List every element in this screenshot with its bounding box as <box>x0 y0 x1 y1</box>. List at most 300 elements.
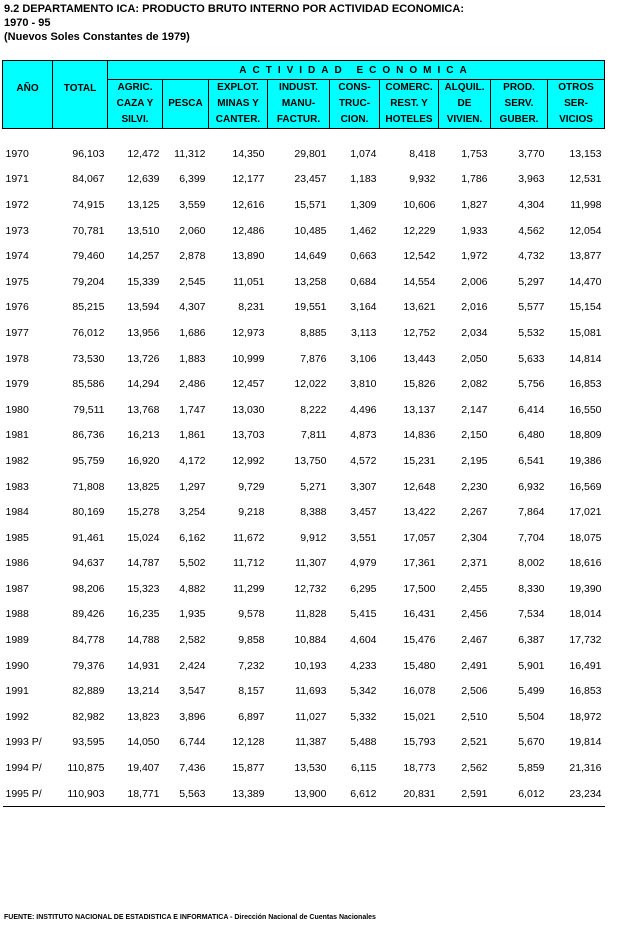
year-cell: 1981 <box>5 429 29 442</box>
value-cell: 4,304 <box>518 198 545 211</box>
value-cell: 71,808 <box>72 480 105 493</box>
value-cell: 4,732 <box>518 250 545 263</box>
value-cell: 0,663 <box>350 250 377 263</box>
value-cell: 11,051 <box>233 275 265 288</box>
value-cell: 19,386 <box>569 454 602 467</box>
value-cell: 93,595 <box>72 736 105 749</box>
value-cell: 79,460 <box>72 250 105 263</box>
table-row <box>3 397 605 423</box>
value-cell: 4,882 <box>179 582 206 595</box>
value-cell: 21,316 <box>569 762 602 775</box>
table-row <box>3 269 605 295</box>
header-column-line: REST. Y <box>390 98 428 109</box>
value-cell: 13,530 <box>294 762 327 775</box>
value-cell: 1,935 <box>179 608 206 621</box>
value-cell: 11,312 <box>174 147 206 160</box>
value-cell: 13,125 <box>127 198 160 211</box>
table-row <box>3 167 605 193</box>
value-cell: 10,193 <box>294 659 327 672</box>
header-column-line: AGRIC. <box>117 82 153 93</box>
value-cell: 5,756 <box>518 378 545 391</box>
value-cell: 1,861 <box>179 429 206 442</box>
value-cell: 2,545 <box>179 275 206 288</box>
year-cell: 1979 <box>5 378 29 391</box>
value-cell: 84,778 <box>72 634 105 647</box>
year-cell: 1988 <box>5 608 29 621</box>
value-cell: 4,233 <box>350 659 377 672</box>
value-cell: 8,418 <box>409 147 436 160</box>
header-column-line: FACTUR. <box>276 114 321 125</box>
value-cell: 13,422 <box>403 506 436 519</box>
value-cell: 86,736 <box>72 429 105 442</box>
value-cell: 91,461 <box>72 531 105 544</box>
header-column-line: PROD. <box>503 82 535 93</box>
value-cell: 13,137 <box>403 403 436 416</box>
value-cell: 2,878 <box>179 250 206 263</box>
header-column-line: VIVIEN. <box>446 114 483 125</box>
table-row <box>3 218 605 244</box>
value-cell: 2,082 <box>461 378 488 391</box>
value-cell: 5,859 <box>518 762 545 775</box>
year-cell: 1986 <box>5 557 29 570</box>
table-row <box>3 627 605 653</box>
value-cell: 2,150 <box>461 429 488 442</box>
value-cell: 14,294 <box>127 378 160 391</box>
header-column-3 <box>268 80 330 129</box>
value-cell: 0,684 <box>350 275 377 288</box>
value-cell: 82,889 <box>72 685 105 698</box>
year-cell: 1993 P/ <box>5 736 42 749</box>
value-cell: 6,480 <box>518 429 545 442</box>
table-row <box>3 243 605 269</box>
value-cell: 19,390 <box>569 582 602 595</box>
value-cell: 2,424 <box>179 659 206 672</box>
value-cell: 11,998 <box>570 198 602 211</box>
value-cell: 7,876 <box>300 352 327 365</box>
table-row <box>3 781 605 807</box>
header-column-7 <box>491 80 548 129</box>
year-cell: 1995 P/ <box>3 781 53 807</box>
value-cell: 17,057 <box>403 531 436 544</box>
value-cell: 15,480 <box>403 659 436 672</box>
value-cell: 1,786 <box>461 173 488 186</box>
year-cell: 1984 <box>5 506 29 519</box>
table-row <box>3 678 605 704</box>
value-cell: 16,213 <box>127 429 160 442</box>
value-cell: 15,323 <box>127 582 160 595</box>
value-cell: 10,485 <box>294 224 327 237</box>
value-cell: 2,267 <box>461 506 488 519</box>
value-cell: 2,050 <box>461 352 488 365</box>
table-row <box>3 129 605 167</box>
value-cell: 9,858 <box>238 634 265 647</box>
source-note: FUENTE: INSTITUTO NACIONAL DE ESTADISTICA E INFORMATICA - Dirección Nacional de Cuentas Nacionales <box>4 914 376 921</box>
value-cell: 3,551 <box>350 531 377 544</box>
table-row <box>3 576 605 602</box>
header-column-line: INDUST. <box>279 82 318 93</box>
value-cell: 6,162 <box>179 531 206 544</box>
value-cell: 13,900 <box>268 781 330 807</box>
value-cell: 1,462 <box>350 224 377 237</box>
value-cell: 12,639 <box>127 173 160 186</box>
value-cell: 5,502 <box>179 557 206 570</box>
title-line-3: (Nuevos Soles Constantes de 1979) <box>4 31 190 43</box>
table-row <box>3 704 605 730</box>
value-cell: 5,499 <box>518 685 545 698</box>
document-title <box>4 2 464 44</box>
value-cell: 14,350 <box>232 147 265 160</box>
value-cell: 94,637 <box>72 557 105 570</box>
value-cell: 15,081 <box>569 326 602 339</box>
value-cell: 2,456 <box>461 608 488 621</box>
value-cell: 6,541 <box>518 454 545 467</box>
value-cell: 1,753 <box>461 147 488 160</box>
value-cell: 13,214 <box>127 685 160 698</box>
value-cell: 3,547 <box>179 685 206 698</box>
value-cell: 15,154 <box>569 301 602 314</box>
value-cell: 14,649 <box>294 250 327 263</box>
value-cell: 12,457 <box>232 378 265 391</box>
value-cell: 1,074 <box>350 147 377 160</box>
value-cell: 6,399 <box>179 173 206 186</box>
value-cell: 10,606 <box>403 198 436 211</box>
table-header <box>3 61 605 129</box>
value-cell: 1,183 <box>350 173 377 186</box>
value-cell: 3,113 <box>351 326 377 339</box>
value-cell: 2,582 <box>179 634 206 647</box>
year-cell: 1992 <box>5 710 29 723</box>
value-cell: 19,814 <box>569 736 602 749</box>
value-cell: 2,230 <box>461 480 488 493</box>
title-line-1: 9.2 DEPARTAMENTO ICA: PRODUCTO BRUTO INTERNO POR ACTIVIDAD ECONOMICA: <box>4 3 464 15</box>
header-column-line: ALQUIL. <box>444 82 485 93</box>
table-row <box>3 653 605 679</box>
year-cell: 1973 <box>5 224 29 237</box>
table-body <box>3 129 605 807</box>
value-cell: 7,864 <box>518 506 545 519</box>
value-cell: 14,814 <box>569 352 602 365</box>
table-row <box>3 499 605 525</box>
value-cell: 13,030 <box>232 403 265 416</box>
value-cell: 3,896 <box>179 710 206 723</box>
value-cell: 5,415 <box>350 608 377 621</box>
value-cell: 3,164 <box>350 301 377 314</box>
value-cell: 2,510 <box>461 710 488 723</box>
value-cell: 11,693 <box>295 685 327 698</box>
value-cell: 9,578 <box>238 608 265 621</box>
table-row <box>3 525 605 551</box>
header-column-line: TRUC- <box>338 98 371 109</box>
year-cell: 1978 <box>5 352 29 365</box>
value-cell: 5,532 <box>518 326 545 339</box>
value-cell: 8,002 <box>518 557 545 570</box>
table-row <box>3 295 605 321</box>
value-cell: 11,828 <box>295 608 327 621</box>
value-cell: 15,877 <box>232 762 265 775</box>
header-column-2 <box>209 80 268 129</box>
value-cell: 7,534 <box>518 608 545 621</box>
value-cell: 6,295 <box>350 582 377 595</box>
value-cell: 2,060 <box>179 224 206 237</box>
header-column-line: DE <box>457 98 472 109</box>
value-cell: 3,106 <box>350 352 377 365</box>
value-cell: 85,215 <box>72 301 105 314</box>
value-cell: 4,496 <box>350 403 377 416</box>
value-cell: 12,648 <box>403 480 436 493</box>
year-cell: 1991 <box>5 685 29 698</box>
value-cell: 8,157 <box>238 685 265 698</box>
value-cell: 8,885 <box>300 326 327 339</box>
value-cell: 15,826 <box>403 378 436 391</box>
year-cell: 1970 <box>5 147 29 160</box>
value-cell: 19,407 <box>127 762 160 775</box>
value-cell: 6,414 <box>518 403 545 416</box>
value-cell: 1,309 <box>350 198 377 211</box>
value-cell: 13,825 <box>127 480 160 493</box>
value-cell: 16,853 <box>569 685 602 698</box>
value-cell: 12,542 <box>403 250 436 263</box>
value-cell: 16,550 <box>569 403 602 416</box>
value-cell: 16,920 <box>127 454 160 467</box>
value-cell: 18,809 <box>569 429 602 442</box>
year-cell: 1989 <box>5 634 29 647</box>
header-column-1 <box>163 80 209 129</box>
header-column-line: COMERC. <box>385 82 433 93</box>
header-activity: ACTIVIDAD ECONOMICA <box>108 61 605 80</box>
value-cell: 5,577 <box>518 301 545 314</box>
value-cell: 10,999 <box>232 352 265 365</box>
header-column-line: OTROS <box>558 82 594 93</box>
value-cell: 6,612 <box>330 781 380 807</box>
value-cell: 4,604 <box>350 634 377 647</box>
value-cell: 13,823 <box>127 710 160 723</box>
value-cell: 3,810 <box>350 378 377 391</box>
value-cell: 8,388 <box>300 506 327 519</box>
value-cell: 6,387 <box>518 634 545 647</box>
value-cell: 79,376 <box>72 659 105 672</box>
header-column-line: GUBER. <box>499 114 539 125</box>
value-cell: 18,075 <box>569 531 602 544</box>
value-cell: 2,455 <box>461 582 488 595</box>
value-cell: 14,470 <box>569 275 602 288</box>
title-line-2: 1970 - 95 <box>4 17 51 29</box>
table-row <box>3 551 605 577</box>
table-row <box>3 423 605 449</box>
value-cell: 15,021 <box>403 710 436 723</box>
value-cell: 14,788 <box>127 634 160 647</box>
value-cell: 9,912 <box>300 531 327 544</box>
value-cell: 11,387 <box>295 736 327 749</box>
value-cell: 7,232 <box>238 659 265 672</box>
year-cell: 1994 P/ <box>5 762 42 775</box>
value-cell: 5,563 <box>163 781 209 807</box>
value-cell: 13,153 <box>569 147 602 160</box>
value-cell: 12,486 <box>232 224 265 237</box>
value-cell: 2,034 <box>461 326 488 339</box>
header-column-line: SERV. <box>504 98 534 109</box>
value-cell: 12,128 <box>232 736 265 749</box>
value-cell: 18,771 <box>108 781 163 807</box>
value-cell: 5,271 <box>300 480 327 493</box>
value-cell: 6,932 <box>518 480 545 493</box>
value-cell: 18,616 <box>569 557 602 570</box>
year-cell: 1977 <box>5 326 29 339</box>
table-row <box>3 474 605 500</box>
value-cell: 7,811 <box>301 429 327 442</box>
value-cell: 8,231 <box>238 301 265 314</box>
value-cell: 19,551 <box>294 301 327 314</box>
table-row <box>3 755 605 781</box>
value-cell: 13,621 <box>403 301 436 314</box>
header-column-line: CION. <box>340 114 369 125</box>
value-cell: 12,054 <box>569 224 602 237</box>
value-cell: 29,801 <box>294 147 327 160</box>
header-column-6 <box>439 80 491 129</box>
value-cell: 16,431 <box>403 608 436 621</box>
value-cell: 11,672 <box>233 531 265 544</box>
value-cell: 14,787 <box>127 557 160 570</box>
table-row <box>3 192 605 218</box>
header-column-line: CANTER. <box>215 114 261 125</box>
value-cell: 82,982 <box>72 710 105 723</box>
value-cell: 23,457 <box>294 173 327 186</box>
value-cell: 4,307 <box>179 301 206 314</box>
year-cell: 1990 <box>5 659 29 672</box>
table-row <box>3 602 605 628</box>
value-cell: 1,297 <box>179 480 206 493</box>
year-cell: 1971 <box>5 173 29 186</box>
value-cell: 17,500 <box>403 582 436 595</box>
value-cell: 15,571 <box>294 198 327 211</box>
value-cell: 12,472 <box>127 147 160 160</box>
year-cell: 1987 <box>5 582 29 595</box>
value-cell: 13,389 <box>209 781 268 807</box>
value-cell: 2,304 <box>461 531 488 544</box>
value-cell: 13,890 <box>232 250 265 263</box>
value-cell: 10,884 <box>294 634 327 647</box>
header-column-line: SILVI. <box>121 114 149 125</box>
value-cell: 9,729 <box>238 480 265 493</box>
year-cell: 1972 <box>5 198 29 211</box>
header-total: TOTAL <box>53 61 108 129</box>
value-cell: 1,747 <box>179 403 206 416</box>
value-cell: 2,016 <box>461 301 488 314</box>
value-cell: 16,569 <box>569 480 602 493</box>
value-cell: 5,297 <box>518 275 545 288</box>
value-cell: 12,992 <box>232 454 265 467</box>
value-cell: 5,901 <box>518 659 545 672</box>
year-cell: 1983 <box>5 480 29 493</box>
value-cell: 98,206 <box>72 582 105 595</box>
value-cell: 4,979 <box>350 557 377 570</box>
header-column-line: MANU- <box>281 98 316 109</box>
value-cell: 2,486 <box>179 378 206 391</box>
gdp-table <box>2 60 605 807</box>
value-cell: 4,562 <box>518 224 545 237</box>
value-cell: 23,234 <box>548 781 605 807</box>
value-cell: 5,488 <box>350 736 377 749</box>
header-column-line: EXPLOT. <box>217 82 259 93</box>
value-cell: 13,510 <box>127 224 160 237</box>
value-cell: 74,915 <box>72 198 105 211</box>
table-row <box>3 346 605 372</box>
value-cell: 3,559 <box>179 198 206 211</box>
value-cell: 14,836 <box>403 429 436 442</box>
value-cell: 89,426 <box>72 608 105 621</box>
value-cell: 15,793 <box>403 736 436 749</box>
value-cell: 15,231 <box>403 454 436 467</box>
header-column-line: CAZA Y <box>116 98 154 109</box>
value-cell: 14,050 <box>127 736 160 749</box>
value-cell: 18,014 <box>569 608 602 621</box>
value-cell: 11,307 <box>295 557 327 570</box>
header-column-5 <box>380 80 439 129</box>
value-cell: 11,712 <box>233 557 265 570</box>
value-cell: 4,572 <box>350 454 377 467</box>
table-row <box>3 730 605 756</box>
header-column-line: CONS- <box>338 82 371 93</box>
value-cell: 4,873 <box>350 429 377 442</box>
value-cell: 15,024 <box>127 531 160 544</box>
value-cell: 14,257 <box>127 250 160 263</box>
value-cell: 6,012 <box>491 781 548 807</box>
header-column-4 <box>330 80 380 129</box>
value-cell: 5,633 <box>518 352 545 365</box>
value-cell: 13,877 <box>569 250 602 263</box>
value-cell: 3,307 <box>350 480 377 493</box>
value-cell: 16,853 <box>569 378 602 391</box>
value-cell: 14,554 <box>403 275 436 288</box>
value-cell: 13,956 <box>127 326 160 339</box>
value-cell: 3,963 <box>518 173 545 186</box>
year-cell: 1975 <box>5 275 29 288</box>
value-cell: 12,531 <box>569 173 602 186</box>
value-cell: 5,670 <box>518 736 545 749</box>
value-cell: 11,027 <box>295 710 327 723</box>
value-cell: 8,330 <box>518 582 545 595</box>
value-cell: 16,078 <box>403 685 436 698</box>
value-cell: 5,332 <box>350 710 377 723</box>
value-cell: 1,686 <box>179 326 206 339</box>
value-cell: 17,021 <box>569 506 602 519</box>
value-cell: 11,299 <box>233 582 265 595</box>
value-cell: 12,177 <box>232 173 265 186</box>
value-cell: 14,931 <box>127 659 160 672</box>
value-cell: 2,371 <box>461 557 488 570</box>
value-cell: 13,726 <box>127 352 160 365</box>
value-cell: 15,339 <box>127 275 160 288</box>
header-year: AÑO <box>3 61 53 129</box>
value-cell: 2,491 <box>461 659 488 672</box>
value-cell: 13,443 <box>403 352 436 365</box>
value-cell: 1,933 <box>461 224 488 237</box>
value-cell: 12,022 <box>294 378 327 391</box>
year-cell: 1980 <box>5 403 29 416</box>
value-cell: 20,831 <box>380 781 439 807</box>
value-cell: 2,506 <box>461 685 488 698</box>
value-cell: 110,903 <box>53 781 108 807</box>
value-cell: 12,752 <box>403 326 436 339</box>
value-cell: 13,594 <box>127 301 160 314</box>
value-cell: 6,115 <box>351 762 377 775</box>
table-row <box>3 448 605 474</box>
value-cell: 16,235 <box>127 608 160 621</box>
value-cell: 8,222 <box>300 403 327 416</box>
value-cell: 6,897 <box>238 710 265 723</box>
value-cell: 96,103 <box>72 147 105 160</box>
value-cell: 1,972 <box>461 250 488 263</box>
value-cell: 5,342 <box>350 685 377 698</box>
